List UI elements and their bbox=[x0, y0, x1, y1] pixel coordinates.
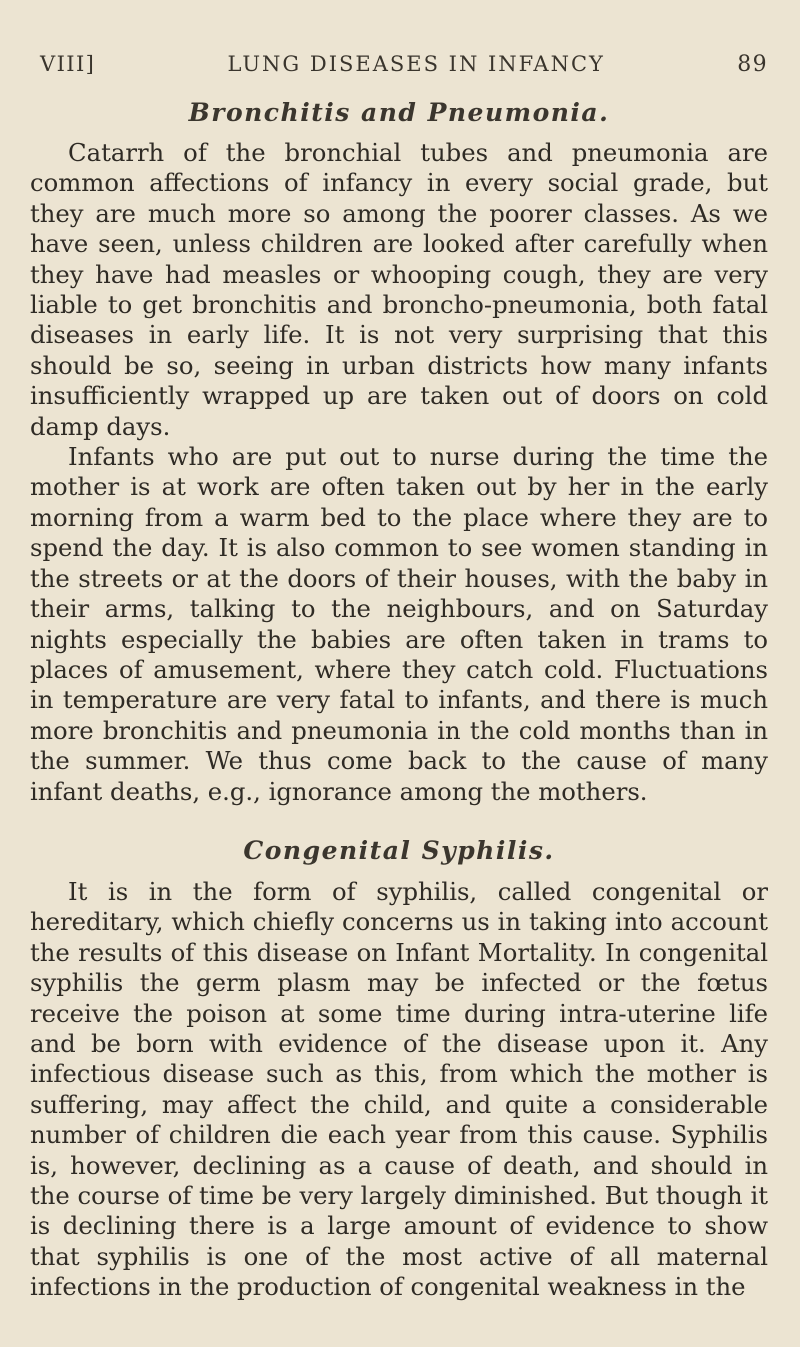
running-header bbox=[30, 52, 768, 86]
chapter-number: VIII] bbox=[40, 52, 96, 76]
paragraph: It is in the form of syphilis, called congenital or hereditary, which chiefly concerns us in taking into account the results of this disease on Infant Mortality. In congenital syphilis the germ plasm may be infected or the fœtus receive the poison at some time during intra-uterine life and be born with evidence of the disease upon it. Any infectious disease such as this, from which the mother is suffering, may affect the child, and quite a considerable number of children die each year from this cause. Syphilis is, however, declining as a cause of death, and should in the course of time be very largely diminished. But though it is declining there is a large amount of evidence to show that syphilis is one of the most active of all maternal infections in the production of congenital weakness in the bbox=[30, 876, 768, 1302]
page-number: 89 bbox=[737, 52, 768, 77]
section-heading-bronchitis: Bronchitis and Pneumonia. bbox=[188, 98, 610, 127]
paragraph: Catarrh of the bronchial tubes and pneumonia are common affections of infancy in every social grade, but they are much more so among the poorer classes. As we have seen, unless children are looked after carefully when they have had measles or whooping cough, they are very liable to get bronchitis and broncho-pneumonia, both fatal diseases in early life. It is not very surprising that this should be so, seeing in urban districts how many infants insufficiently wrapped up are taken out of doors on cold damp days. bbox=[30, 138, 768, 441]
running-title: LUNG DISEASES IN INFANCY bbox=[227, 52, 605, 76]
section-bronchitis bbox=[30, 88, 768, 807]
section-heading-congenital-syphilis: Congenital Syphilis. bbox=[243, 835, 555, 865]
paragraph: Infants who are put out to nurse during the time the mother is at work are often taken out by her in the early morning from a warm bed to the place where they are to spend the day. It is also common to see women standing in the streets or at the doors of their houses, with the baby in their arms, talking to the neighbours, and on Saturday nights especially the babies are often taken in trams to places of amusement, where they catch cold. Fluctuations in temperature are very fatal to infants, and there is much more bronchitis and pneumonia in the cold months than in the summer. We thus come back to the cause of many infant deaths, e.g., ignorance among the mothers. bbox=[30, 442, 768, 806]
section-congenital-syphilis bbox=[30, 825, 768, 1303]
